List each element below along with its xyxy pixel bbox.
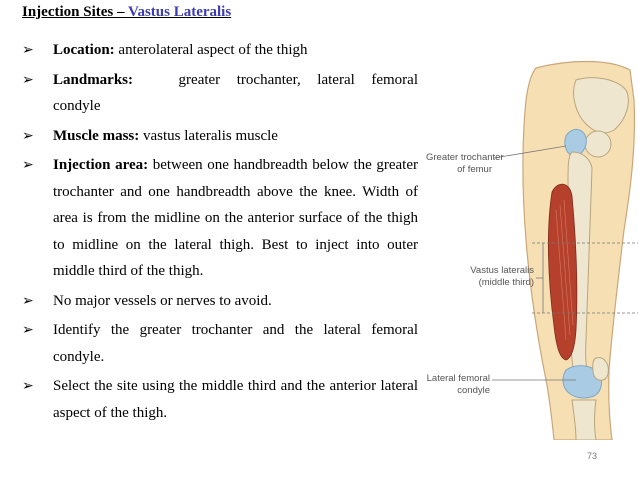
list-item [22, 123, 418, 150]
bullet-text: greater trochanter, lateral femoral condyle [53, 71, 418, 114]
arrow-bullet-icon: ➢ [22, 42, 34, 58]
bullet-list [22, 37, 418, 426]
bullet-text: Select the site using the middle third and the anterior lateral aspect of the thigh. [53, 378, 418, 421]
bullet-text: anterolateral aspect of the thigh [114, 42, 308, 58]
title-prefix: Injection Sites – [22, 4, 128, 20]
thigh-anatomy-figure [426, 40, 638, 440]
arrow-bullet-icon: ➢ [22, 292, 34, 309]
label-vastus-lateralis: Vastus lateralis (middle third) [470, 265, 534, 288]
label-greater-trochanter: Greater trochanter of femur [426, 152, 504, 175]
bullet-text: vastus lateralis muscle [139, 127, 278, 144]
bullet-text: between one handbreadth below the greater trochanter and one handbreadth above the knee. Width of area is from the midline on the anterior surface of the thigh to midline on the lateral thigh. Best to inject into outer middle third of the thigh. [53, 157, 418, 279]
list-item [22, 67, 418, 120]
bullet-label: Injection area: [53, 157, 149, 173]
patella [593, 358, 609, 381]
list-item [22, 373, 418, 426]
list-item [22, 37, 418, 64]
arrow-bullet-icon: ➢ [22, 378, 34, 394]
bullet-label: Location: [53, 42, 115, 58]
bullet-label: Landmarks: [53, 71, 134, 88]
title-highlight: Vastus Lateralis [127, 4, 232, 20]
slide-title [22, 4, 231, 21]
arrow-bullet-icon: ➢ [22, 157, 34, 173]
list-item [22, 152, 418, 285]
femoral-head [585, 131, 611, 157]
arrow-bullet-icon: ➢ [22, 322, 34, 338]
list-item [22, 317, 418, 370]
label-lateral-femoral-condyle: Lateral femoral condyle [426, 373, 490, 396]
page-number: 73 [587, 451, 598, 461]
bullet-text: Identify the greater trochanter and the lateral femoral condyle. [53, 322, 418, 365]
bullet-label: Muscle mass: [53, 127, 140, 144]
bullet-text: No major vessels or nerves to avoid. [53, 292, 272, 309]
arrow-bullet-icon: ➢ [22, 71, 34, 88]
arrow-bullet-icon: ➢ [22, 127, 34, 144]
tibia [572, 400, 596, 440]
list-item [22, 288, 418, 315]
